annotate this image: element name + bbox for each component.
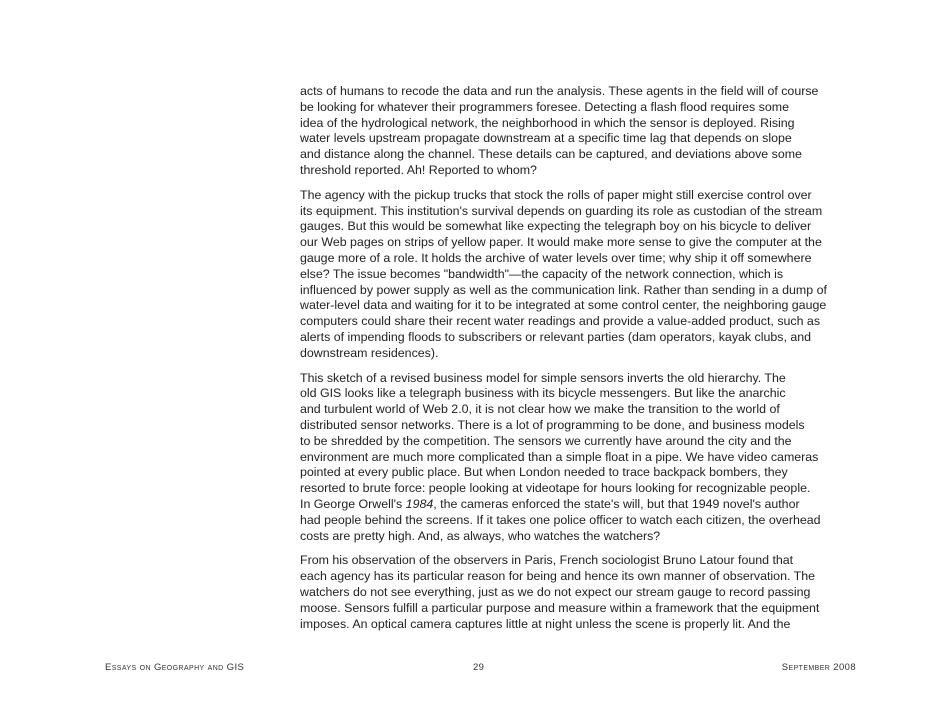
text-line: imposes. An optical camera captures little at night unless the scene is properly lit. And the [300, 616, 791, 631]
text-line: idea of the hydrological network, the neighborhood in which the sensor is deployed. Rising [300, 115, 795, 130]
text-line: influenced by power supply as well as the communication link. Rather than sending in a dump of [300, 282, 827, 297]
text-line: computers could share their recent water readings and provide a value-added product, such as [300, 314, 821, 329]
text-line: and distance along the channel. These details can be captured, and deviations above some [300, 147, 802, 162]
text-line: our Web pages on strips of yellow paper. It would make more sense to give the computer at the [300, 235, 822, 250]
text-line: threshold reported. Ah! Reported to whom? [300, 162, 537, 177]
text-fragment: In George Orwell's [300, 496, 406, 511]
body-text [300, 84, 860, 641]
text-line: else? The issue becomes "bandwidth"—the capacity of the network connection, which is [300, 266, 784, 281]
text-line: From his observation of the observers in Paris, French sociologist Bruno Latour found that [300, 553, 794, 568]
footer-page-number: 29 [473, 662, 485, 673]
paragraph [300, 188, 860, 362]
text-line: to be shredded by the competition. The sensors we currently have around the city and the [300, 433, 792, 448]
text-line: gauge more of a role. It holds the archive of water levels over time; why ship it off somewhere [300, 250, 812, 265]
text-line: watchers do not see everything, just as we do not expect our stream gauge to record passing [300, 584, 811, 599]
text-line: resorted to brute force: people looking at videotape for hours looking for recognizable people. [300, 481, 811, 496]
text-line: distributed sensor networks. There is a lot of programming to be done, and business models [300, 417, 805, 432]
footer-journal-title: Essays on Geography and GIS [105, 662, 245, 673]
book-title: 1984 [405, 496, 434, 511]
text-fragment: , the cameras enforced the state's will, but that 1949 novel's author [433, 496, 800, 511]
text-line: water-level data and waiting for it to be integrated at some control center, the neighboring gauge [300, 298, 827, 313]
text-line: had people behind the screens. If it takes one police officer to watch each citizen, the overhead [300, 512, 821, 527]
paragraph [300, 553, 860, 632]
text-line: alerts of impending floods to subscribers or relevant parties (dam operators, kayak clubs, and [300, 329, 812, 344]
footer-date: September 2008 [781, 662, 856, 673]
text-line: gauges. But this would be somewhat like expecting the telegraph boy on his bicycle to deliver [300, 219, 812, 234]
text-line: This sketch of a revised business model for simple sensors inverts the old hierarchy. The [300, 370, 786, 385]
text-line: moose. Sensors fulfill a particular purpose and measure within a framework that the equipment [300, 600, 820, 615]
text-line: be looking for whatever their programmers foresee. Detecting a flash flood requires some [300, 99, 789, 114]
paragraph [300, 371, 860, 545]
text-line: old GIS looks like a telegraph business with its bicycle messengers. But like the anarchic [300, 386, 786, 401]
text-line: environment are much more complicated than a simple float in a pipe. We have video cameras [300, 449, 819, 464]
text-line: each agency has its particular reason for being and hence its own manner of observation. The [300, 569, 815, 584]
text-line: and turbulent world of Web 2.0, it is not clear how we make the transition to the world of [300, 402, 780, 417]
text-line [300, 497, 860, 513]
text-line: costs are pretty high. And, as always, who watches the watchers? [300, 528, 661, 543]
text-line: The agency with the pickup trucks that stock the rolls of paper might still exercise control over [300, 187, 812, 202]
text-line: its equipment. This institution's survival depends on guarding its role as custodian of the stream [300, 203, 823, 218]
text-line: pointed at every public place. But when London needed to trace backpack bombers, they [300, 465, 788, 480]
text-line: acts of humans to recode the data and run the analysis. These agents in the field will of course [300, 84, 819, 98]
text-line: downstream residences). [300, 345, 439, 360]
paragraph [300, 84, 860, 179]
text-line: water levels upstream propagate downstream at a specific time lag that depends on slope [300, 131, 792, 146]
